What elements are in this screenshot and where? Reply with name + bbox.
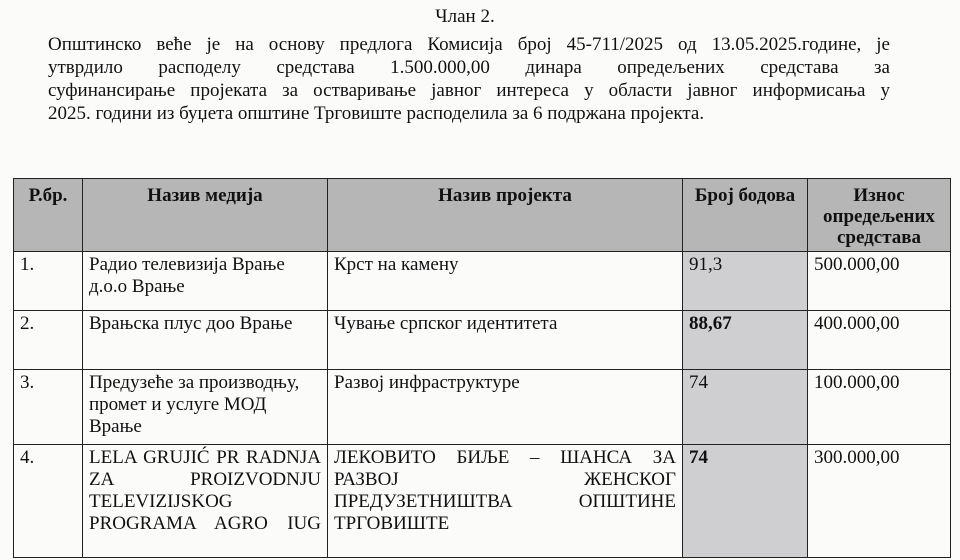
media-name: Предузеће за производњу, промет и услуге МОД Врање (83, 370, 328, 445)
table-row (14, 370, 951, 445)
intro-paragraph (48, 33, 890, 125)
allocation-table (13, 178, 951, 558)
header-amount: Износ опредељених средстава (808, 179, 951, 252)
intro-line: 2025. години из буџета општине Трговиште расподелила за 6 подржана пројекта. (48, 103, 705, 124)
media-name: Радио телевизија Врање д.о.о Врање (83, 252, 328, 311)
project-name: Развој инфраструктуре (328, 370, 683, 445)
score: 88,67 (683, 311, 808, 370)
project-name: Крст на камену (328, 252, 683, 311)
row-number: 4. (14, 445, 83, 558)
header-number: Р.бр. (14, 179, 83, 252)
score: 74 (683, 445, 808, 558)
table-row (14, 445, 951, 558)
intro-line: суфинансирање пројеката за остваривање јавног интереса у области јавног информисања у (48, 80, 890, 101)
table-row (14, 252, 951, 311)
project-name: Чување српског идентитета (328, 311, 683, 370)
header-score: Број бодова (683, 179, 808, 252)
score: 74 (683, 370, 808, 445)
row-number: 3. (14, 370, 83, 445)
amount: 300.000,00 (808, 445, 951, 558)
row-number: 1. (14, 252, 83, 311)
header-project-name: Назив пројекта (328, 179, 683, 252)
row-number: 2. (14, 311, 83, 370)
header-media-name: Назив медија (83, 179, 328, 252)
amount: 100.000,00 (808, 370, 951, 445)
score: 91,3 (683, 252, 808, 311)
article-heading: Члан 2. (435, 6, 495, 27)
intro-line: утврдило расподелу средстава 1.500.000,00 динара опредељених средстава за (48, 57, 890, 78)
amount: 400.000,00 (808, 311, 951, 370)
media-name: LELA GRUJIĆ PR RADNJA ZA PROIZVODNJU TELEVIZIJSKOG PROGRAMA AGRO IUG (83, 445, 328, 558)
intro-line: Општинско веће је на основу предлога Комисија број 45-711/2025 од 13.05.2025.године, је (48, 34, 890, 55)
amount: 500.000,00 (808, 252, 951, 311)
media-name: Врањска плус доо Врање (83, 311, 328, 370)
table-row (14, 311, 951, 370)
table-header-row (14, 179, 951, 252)
project-name: ЛЕКОВИТО БИЉЕ – ШАНСА ЗА РАЗВОЈ ЖЕНСКОГ ПРЕДУЗЕТНИШТВА ОПШТИНЕ ТРГОВИШТЕ (328, 445, 683, 558)
